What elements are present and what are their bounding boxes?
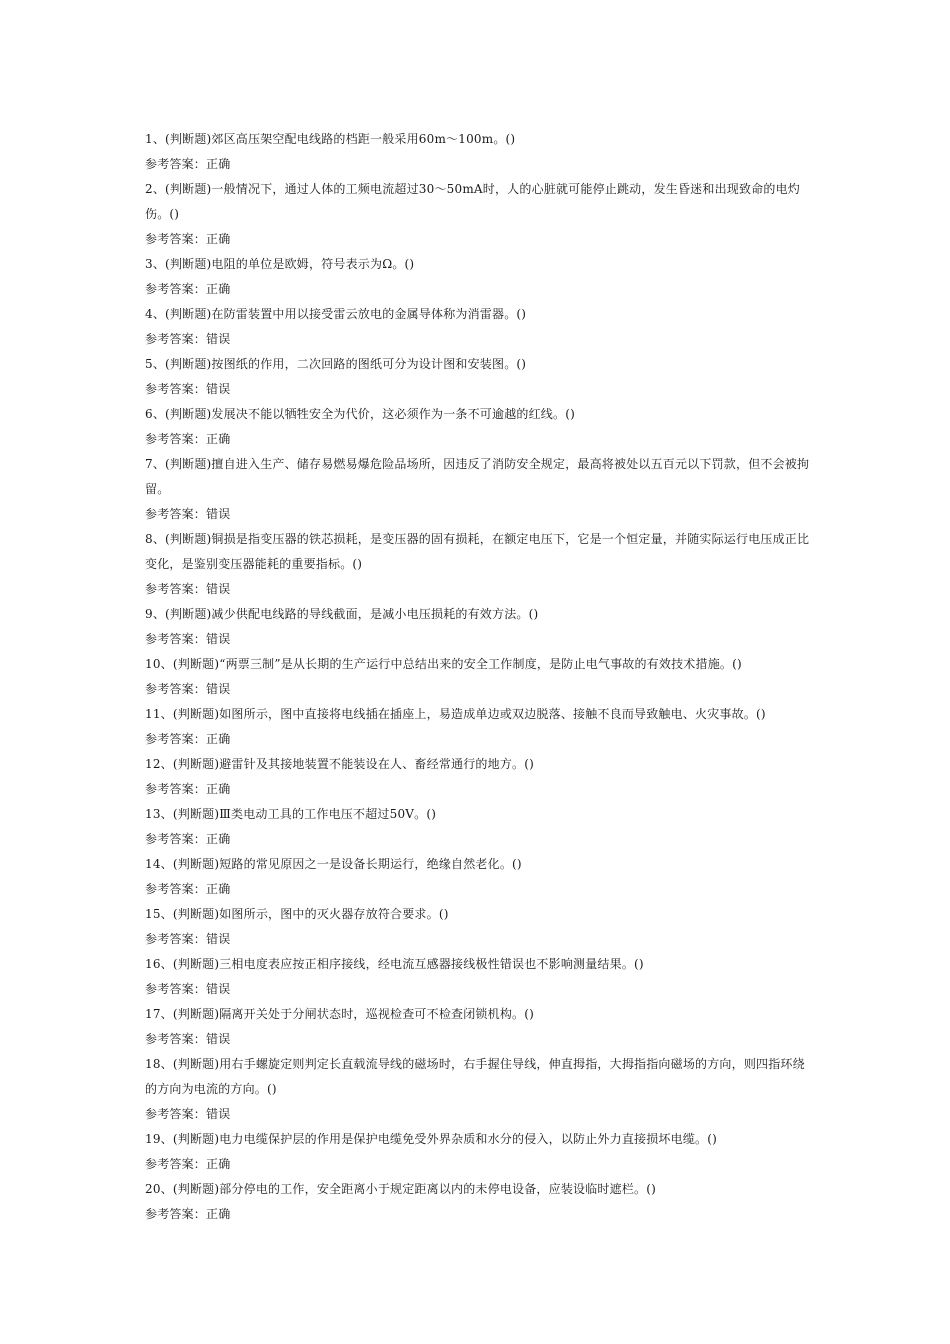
answer-value: 正确 [206,1207,231,1221]
question-text: 8、(判断题)铜损是指变压器的铁芯损耗，是变压器的固有损耗，在额定电压下，它是一个恒定量，并随实际运行电压成正比变化，是鉴别变压器能耗的重要指标。() [145,532,810,571]
question-item [145,752,815,802]
answer-value: 错误 [206,332,231,346]
question-text: 10、(判断题)“两票三制”是从长期的生产运行中总结出来的安全工作制度，是防止电气事故的有效技术措施。() [145,657,742,671]
answer-prefix: 参考答案： [145,832,207,846]
answer-value: 正确 [206,832,231,846]
answer-value: 错误 [206,582,231,596]
answer-prefix: 参考答案： [145,1207,207,1221]
question-item [145,602,815,652]
question-text: 14、(判断题)短路的常见原因之一是设备长期运行，绝缘自然老化。() [145,857,522,871]
answer-line [145,1202,815,1227]
answer-value: 错误 [206,507,231,521]
answer-line [145,427,815,452]
answer-line [145,1152,815,1177]
answer-value: 正确 [206,782,231,796]
question-text: 5、(判断题)按图纸的作用，二次回路的图纸可分为设计图和安装图。() [145,357,527,371]
question-text: 18、(判断题)用右手螺旋定则判定长直载流导线的磁场时，右手握住导线，伸直拇指，大拇指指向磁场的方向，则四指环绕的方向为电流的方向。() [145,1057,805,1096]
answer-value: 错误 [206,632,231,646]
question-item [145,252,815,302]
answer-line [145,1027,815,1052]
answer-line [145,152,815,177]
answer-prefix: 参考答案： [145,932,207,946]
answer-value: 错误 [206,382,231,396]
question-text: 9、(判断题)减少供配电线路的导线截面，是减小电压损耗的有效方法。() [145,607,539,621]
answer-prefix: 参考答案： [145,1107,207,1121]
answer-value: 错误 [206,682,231,696]
answer-prefix: 参考答案： [145,282,207,296]
question-item [145,177,815,252]
answer-prefix: 参考答案： [145,382,207,396]
question-item [145,527,815,602]
question-text: 7、(判断题)擅自进入生产、储存易燃易爆危险品场所，因违反了消防安全规定，最高将被处以五百元以下罚款，但不会被拘留。 [145,457,810,496]
answer-prefix: 参考答案： [145,1032,207,1046]
question-text: 12、(判断题)避雷针及其接地装置不能装设在人、畜经常通行的地方。() [145,757,534,771]
question-text: 2、(判断题)一般情况下，通过人体的工频电流超过30～50mA时，人的心脏就可能停止跳动，发生昏迷和出现致命的电灼伤。() [145,182,800,221]
answer-value: 正确 [206,882,231,896]
answer-line [145,927,815,952]
answer-value: 错误 [206,1107,231,1121]
answer-value: 错误 [206,932,231,946]
answer-value: 正确 [206,732,231,746]
answer-prefix: 参考答案： [145,332,207,346]
question-text: 6、(判断题)发展决不能以牺牲安全为代价，这必须作为一条不可逾越的红线。() [145,407,575,421]
answer-value: 错误 [206,982,231,996]
question-item [145,652,815,702]
question-text: 11、(判断题)如图所示，图中直接将电线插在插座上，易造成单边或双边脱落、接触不良而导致触电、火灾事故。() [145,707,766,721]
question-text: 20、(判断题)部分停电的工作，安全距离小于规定距离以内的未停电设备，应装设临时遮栏。() [145,1182,656,1196]
question-text: 19、(判断题)电力电缆保护层的作用是保护电缆免受外界杂质和水分的侵入，以防止外力直接损坏电缆。() [145,1132,717,1146]
question-text: 17、(判断题)隔离开关处于分闸状态时，巡视检查可不检查闭锁机构。() [145,1007,534,1021]
answer-line [145,327,815,352]
question-item [145,1127,815,1177]
question-text: 3、(判断题)电阻的单位是欧姆，符号表示为Ω。() [145,257,415,271]
answer-line [145,727,815,752]
question-text: 4、(判断题)在防雷装置中用以接受雷云放电的金属导体称为消雷器。() [145,307,527,321]
answer-line [145,227,815,252]
answer-prefix: 参考答案： [145,432,207,446]
question-list [145,127,815,1227]
answer-line [145,377,815,402]
answer-line [145,1102,815,1127]
question-item [145,352,815,402]
answer-prefix: 参考答案： [145,1157,207,1171]
answer-value: 正确 [206,232,231,246]
question-item [145,1002,815,1052]
answer-line [145,977,815,1002]
question-item [145,802,815,852]
question-text: 16、(判断题)三相电度表应按正相序接线，经电流互感器接线极性错误也不影响测量结果。() [145,957,644,971]
question-item [145,1052,815,1127]
answer-line [145,677,815,702]
answer-value: 正确 [206,157,231,171]
question-item [145,402,815,452]
answer-value: 正确 [206,282,231,296]
answer-line [145,777,815,802]
answer-line [145,827,815,852]
question-item [145,852,815,902]
answer-prefix: 参考答案： [145,732,207,746]
question-item [145,902,815,952]
answer-value: 正确 [206,432,231,446]
question-text: 13、(判断题)Ⅲ类电动工具的工作电压不超过50V。() [145,807,437,821]
question-item [145,302,815,352]
answer-value: 错误 [206,1032,231,1046]
question-item [145,1177,815,1227]
question-item [145,702,815,752]
question-text: 15、(判断题)如图所示，图中的灭火器存放符合要求。() [145,907,449,921]
answer-line [145,577,815,602]
answer-line [145,502,815,527]
answer-prefix: 参考答案： [145,882,207,896]
answer-line [145,277,815,302]
answer-value: 正确 [206,1157,231,1171]
answer-prefix: 参考答案： [145,682,207,696]
answer-prefix: 参考答案： [145,232,207,246]
question-item [145,952,815,1002]
answer-prefix: 参考答案： [145,982,207,996]
question-item [145,452,815,527]
answer-line [145,627,815,652]
answer-prefix: 参考答案： [145,582,207,596]
answer-prefix: 参考答案： [145,157,207,171]
question-item [145,127,815,177]
question-text: 1、(判断题)郊区高压架空配电线路的档距一般采用60m～100m。() [145,132,516,146]
answer-prefix: 参考答案： [145,782,207,796]
answer-line [145,877,815,902]
answer-prefix: 参考答案： [145,507,207,521]
answer-prefix: 参考答案： [145,632,207,646]
